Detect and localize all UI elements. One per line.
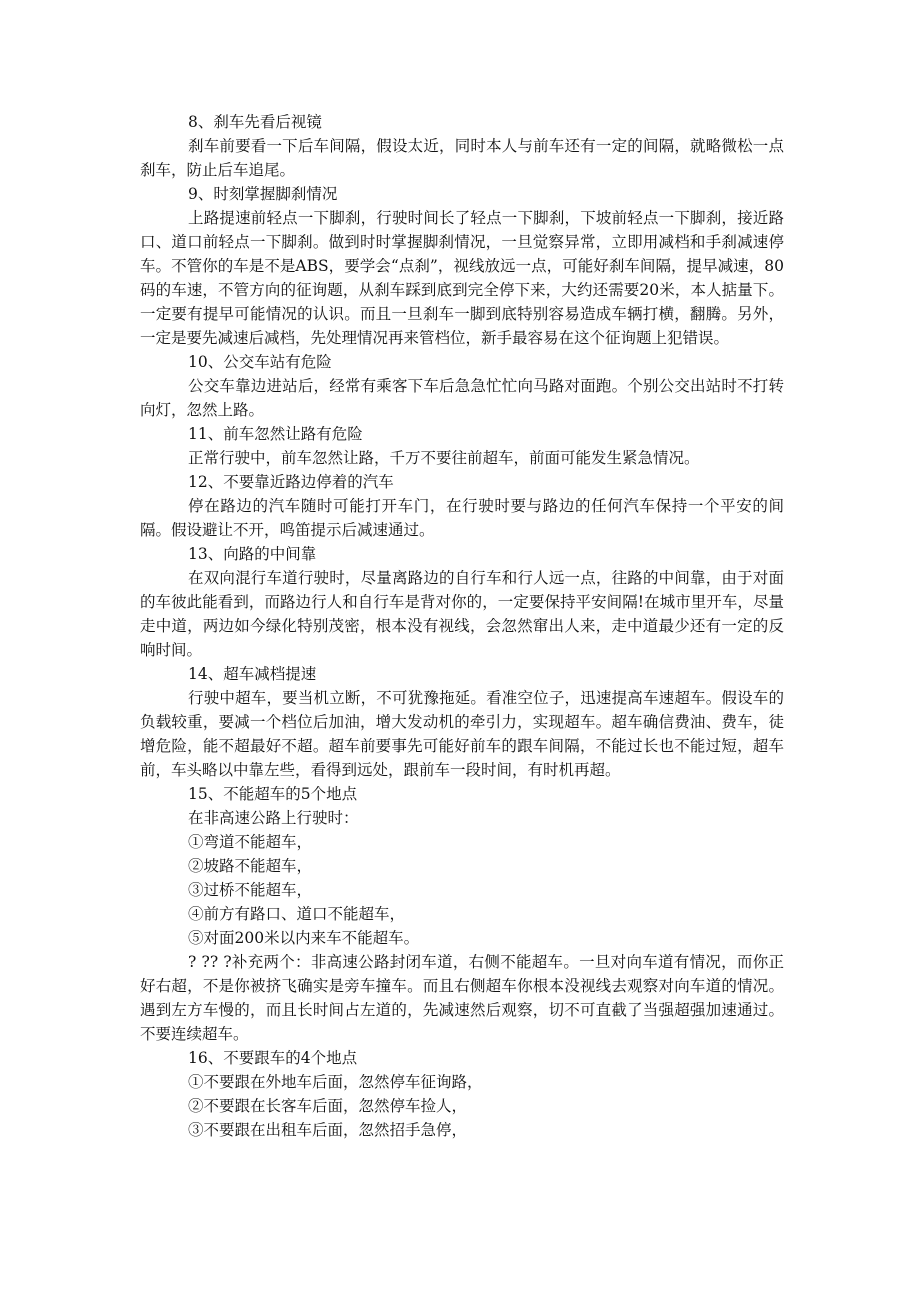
paragraph-15-supplement: ? ?? ?补充两个：非高速公路封闭车道，右侧不能超车。一旦对向车道有情况，而你正好右超，不是你被挤飞确实是旁车撞车。而且右侧超车你根本没视线去观察对向车道的情况。遇到左方车慢的，而且长时间占左道的，先减速然后观察，切不可直截了当强超强加速通过。不要连续超车。 <box>140 953 784 1043</box>
list-item-15-1: ①弯道不能超车， <box>188 833 313 851</box>
section-heading-10: 10、公交车站有危险 <box>188 353 332 371</box>
paragraph-8: 刹车前要看一下后车间隔，假设太近，同时本人与前车还有一定的间隔，就略微松一点刹车，防止后车追尾。 <box>140 137 784 179</box>
section-heading-11: 11、前车忽然让路有危险 <box>188 425 363 443</box>
paragraph-10: 公交车靠边进站后，经常有乘客下车后急急忙忙向马路对面跑。个别公交出站时不打转向灯，忽然上路。 <box>140 377 784 419</box>
section-heading-15: 15、不能超车的5个地点 <box>188 785 358 803</box>
list-item-16-2: ②不要跟在长客车后面，忽然停车捡人， <box>188 1097 468 1115</box>
paragraph-11: 正常行驶中，前车忽然让路，千万不要往前超车，前面可能发生紧急情况。 <box>188 449 700 467</box>
list-item-16-3: ③不要跟在出租车后面，忽然招手急停， <box>188 1121 468 1139</box>
list-item-15-3: ③过桥不能超车， <box>188 881 313 899</box>
section-heading-9: 9、时刻掌握脚刹情况 <box>188 185 338 203</box>
list-item-15-2: ②坡路不能超车， <box>188 857 313 875</box>
list-item-16-1: ①不要跟在外地车后面，忽然停车征询路， <box>188 1073 483 1091</box>
section-heading-12: 12、不要靠近路边停着的汽车 <box>188 473 394 491</box>
paragraph-9: 上路提速前轻点一下脚刹，行驶时间长了轻点一下脚刹，下坡前轻点一下脚刹，接近路口、道口前轻点一下脚刹。做到时时掌握脚刹情况，一旦觉察异常，立即用减档和手刹减速停车。不管你的车是不是ABS，要学会“点刹”，视线放远一点，可能好刹车间隔，提早减速，80码的车速，不管方向的征询题，从刹车踩到底到完全停下来，大约还需要20米，本人掂量下。一定要有提早可能情况的认识。而且一旦刹车一脚到底特别容易造成车辆打横，翻腾。另外，一定是要先减速后减档，先处理情况再来管档位，新手最容易在这个征询题上犯错误。 <box>140 209 784 347</box>
paragraph-13: 在双向混行车道行驶时，尽量离路边的自行车和行人远一点，往路的中间靠，由于对面的车彼此能看到，而路边行人和自行车是背对你的，一定要保持平安间隔!在城市里开车，尽量走中道，两边如今绿化特别茂密，根本没有视线，会忽然窜出人来，走中道最少还有一定的反响时间。 <box>140 569 784 659</box>
list-item-15-5: ⑤对面200米以内来车不能超车。 <box>188 929 420 947</box>
section-heading-8: 8、刹车先看后视镜 <box>188 113 322 131</box>
paragraph-15-intro: 在非高速公路上行驶时： <box>188 809 359 827</box>
paragraph-12: 停在路边的汽车随时可能打开车门，在行驶时要与路边的任何汽车保持一个平安的间隔。假设避让不开，鸣笛提示后减速通过。 <box>140 497 784 539</box>
section-heading-14: 14、超车减档提速 <box>188 665 317 683</box>
section-heading-13: 13、向路的中间靠 <box>188 545 317 563</box>
document-body <box>140 110 784 1142</box>
paragraph-14: 行驶中超车，要当机立断，不可犹豫拖延。看准空位子，迅速提高车速超车。假设车的负载较重，要减一个档位后加油，增大发动机的牵引力，实现超车。超车确信费油、费车，徒增危险，能不超最好不超。超车前要事先可能好前车的跟车间隔，不能过长也不能过短，超车前，车头略以中靠左些，看得到远处，跟前车一段时间，有时机再超。 <box>140 689 784 779</box>
section-heading-16: 16、不要跟车的4个地点 <box>188 1049 358 1067</box>
list-item-15-4: ④前方有路口、道口不能超车， <box>188 905 406 923</box>
